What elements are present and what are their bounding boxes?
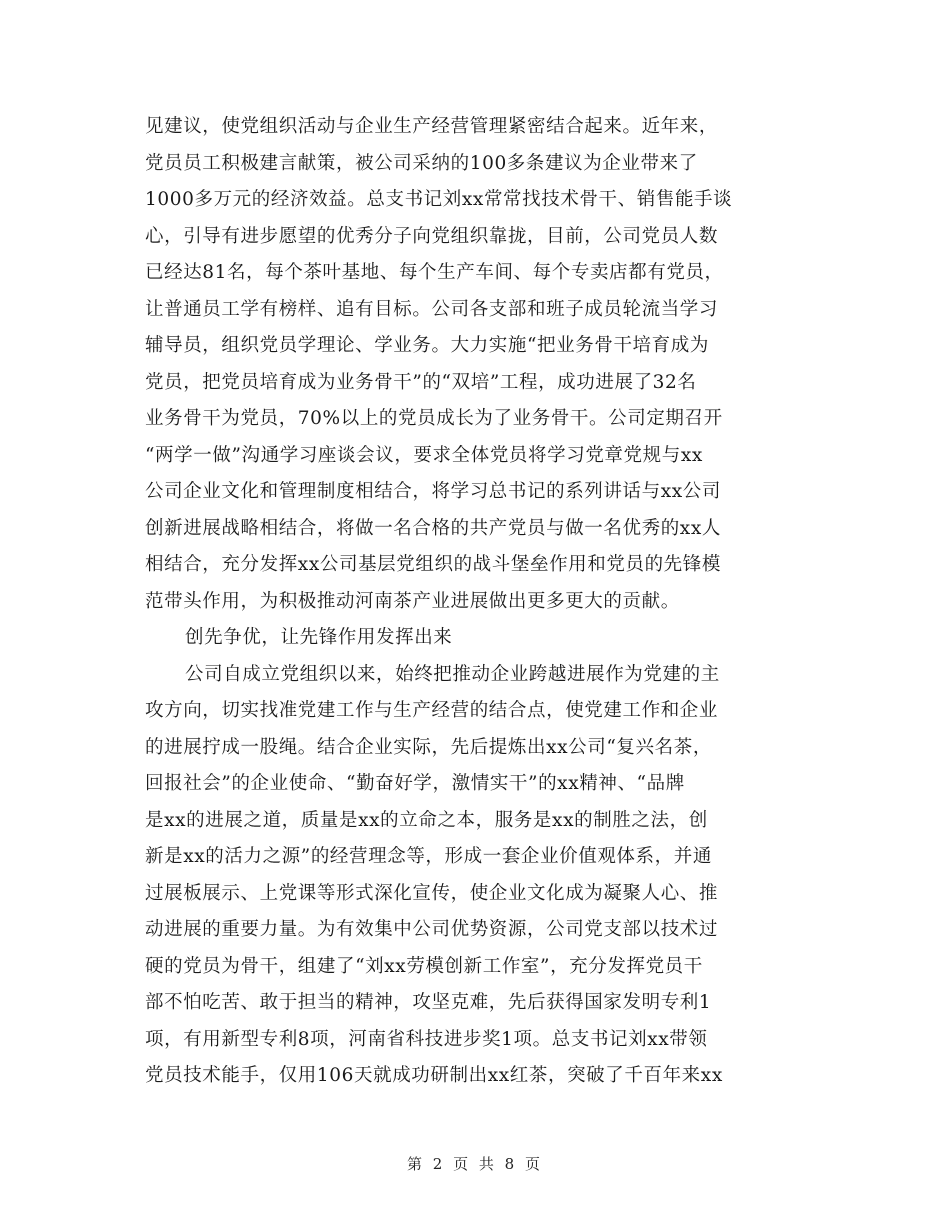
text-line: 的进展拧成一股绳。结合企业实际，先后提炼出xx公司“复兴名茶， [145,736,712,758]
text-line: 创新进展战略相结合，将做一名合格的共产党员与做一名优秀的xx人 [145,517,721,539]
text-line: 心，引导有进步愿望的优秀分子向党组织靠拢，目前，公司党员人数 [145,225,719,247]
text-line: 党员技术能手，仅用106天就成功研制出xx红茶，突破了千百年来xx [145,1065,723,1086]
text-line: 回报社会”的企业使命、“勤奋好学，激情实干”的xx精神、“品牌 [145,773,685,794]
text-line: 范带头作用，为积极推动河南茶产业进展做出更多更大的贡献。 [145,590,680,612]
text-line: 硬的党员为骨干，组建了“刘xx劳模创新工作室”，充分发挥党员干 [145,955,703,977]
text-line: 业务骨干为党员，70%以上的党员成长为了业务骨干。公司定期召开 [145,408,723,429]
text-line: 见建议，使党组织活动与企业生产经营管理紧密结合起来。近年来， [145,116,719,137]
text-line: 党员，把党员培育成为业务骨干”的“双培”工程，成功进展了32名 [145,371,697,393]
page-footer: 第 2 页 共 8 页 [407,1155,543,1173]
text-line: 辅导员，组织党员学理论、学业务。大力实施“把业务骨干培育成为 [145,335,709,356]
text-line: “两学一做”沟通学习座谈会议，要求全体党员将学习党章党规与xx [145,444,703,466]
text-line: 公司企业文化和管理制度相结合，将学习总书记的系列讲话与xx公司 [145,481,721,502]
text-line: 相结合，充分发挥xx公司基层党组织的战斗堡垒作用和党员的先锋模 [145,554,721,575]
document-body [145,109,807,1095]
text-line: 党员员工积极建言献策，被公司采纳的100多条建议为企业带来了 [145,152,698,174]
text-line: 项，有用新型专利8项，河南省科技进步奖1项。总支书记刘xx带领 [145,1028,708,1050]
text-line: 部不怕吃苦、敢于担当的精神，攻坚克难，先后获得国家发明专利1 [145,992,712,1013]
text-line: 是xx的进展之道，质量是xx的立命之本，服务是xx的制胜之法，创 [145,809,708,831]
paragraph-first-line: 创先争优，让先锋作用发挥出来 [185,627,453,648]
paragraph-first-line: 公司自成立党组织以来，始终把推动企业跨越进展作为党建的主 [185,663,720,685]
text-line: 让普通员工学有榜样、追有目标。公司各支部和班子成员轮流当学习 [145,298,719,320]
text-line: 新是xx的活力之源”的经营理念等，形成一套企业价值观体系，并通 [145,846,712,867]
text-line: 攻方向，切实找准党建工作与生产经营的结合点，使党建工作和企业 [145,700,719,721]
text-line: 已经达81名，每个茶叶基地、每个生产车间、每个专卖店都有党员， [145,262,724,283]
text-line: 过展板展示、上党课等形式深化宣传，使企业文化成为凝聚人心、推 [145,882,719,904]
text-line: 1000多万元的经济效益。总支书记刘xx常常找技术骨干、销售能手谈 [145,189,733,210]
text-line: 动进展的重要力量。为有效集中公司优势资源，公司党支部以技术过 [145,919,719,940]
